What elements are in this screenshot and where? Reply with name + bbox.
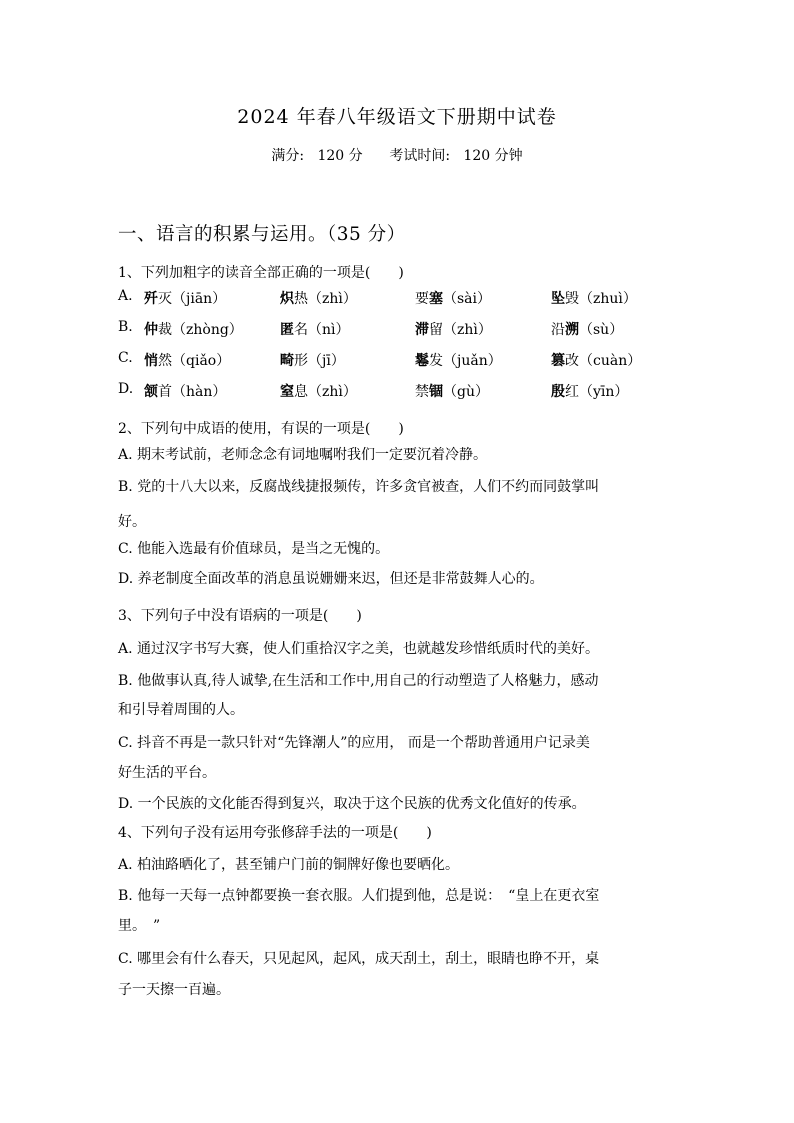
score-value: 120 分 (317, 148, 363, 164)
bold-char: 仲 (144, 322, 158, 338)
q3-option-c-line1: C. 抖音不再是一款只针对“先锋潮人”的应用， 而是一个帮助普通用户记录美 (118, 735, 590, 751)
q1-option-item (551, 319, 623, 339)
q2-option-b-line1: B. 党的十八大以来，反腐战线捷报频传，许多贪官被查，人们不约而同鼓掌叫 (118, 479, 600, 495)
q4-option-b-line1: B. 他每一天每一点钟都要换一套衣服。人们提到他，总是说： “皇上在更衣室 (118, 888, 600, 904)
question-2-stem: 2、下列句中成语的使用，有误的一项是( ) (118, 421, 404, 437)
exam-title: 2024 年春八年级语文下册期中试卷 (237, 106, 557, 128)
section-heading: 一、语言的积累与运用。（35 分） (118, 224, 406, 245)
reading: 形（jī） (294, 353, 345, 369)
q1-option-item (551, 288, 637, 308)
reading: 发（juǎn） (429, 353, 502, 369)
q2-option-a: A. 期末考试前，老师念念有词地嘱咐我们一定要沉着冷静。 (118, 447, 488, 463)
bold-char: 溯 (565, 322, 579, 338)
reading: 留（zhì） (429, 322, 492, 338)
bold-char: 窒 (280, 384, 294, 400)
bold-char: 炽 (280, 291, 294, 307)
bold-char: 颔 (144, 384, 158, 400)
time-value: 120 分钟 (463, 148, 523, 164)
q3-option-c-line2: 好生活的平台。 (118, 765, 216, 781)
q3-option-a: A. 通过汉字书写大赛，使人们重拾汉字之美，也就越发珍惜纸质时代的美好。 (118, 641, 600, 657)
q1-option-row-a (118, 288, 678, 308)
q1-option-item (415, 288, 491, 308)
reading: 红（yīn） (565, 384, 629, 400)
q3-option-b-line1: B. 他做事认真,待人诚挚,在生活和工作中,用自己的行动塑造了人格魅力，感动 (118, 673, 599, 689)
q1-option-item (280, 381, 357, 401)
bold-char: 锢 (429, 384, 443, 400)
reading: 热（zhì） (294, 291, 357, 307)
q2-option-c: C. 他能入选最有价值球员，是当之无愧的。 (118, 541, 390, 557)
q1-option-letter: A. (118, 288, 133, 304)
q3-option-d: D. 一个民族的文化能否得到复兴，取决于这个民族的优秀文化值好的传承。 (118, 796, 586, 812)
q1-option-item (415, 350, 502, 370)
plain-char: 禁 (415, 384, 429, 400)
q1-option-item (415, 381, 489, 401)
question-1-stem: 1、下列加粗字的读音全部正确的一项是( ) (118, 265, 404, 281)
q1-option-row-d (118, 381, 678, 401)
q1-option-letter: B. (118, 319, 133, 335)
time-label: 考试时间: (389, 148, 451, 164)
reading: （sài） (443, 291, 492, 307)
reading: 毁（zhuì） (565, 291, 637, 307)
q3-option-b-line2: 和引导着周围的人。 (118, 702, 244, 718)
reading: 裁（zhòng） (158, 322, 243, 338)
q1-option-item (280, 319, 350, 339)
q4-option-b-line2: 里。 ” (118, 918, 161, 934)
q2-option-b-line2: 好。 (118, 514, 146, 530)
q4-option-a: A. 柏油路晒化了，甚至铺户门前的铜牌好像也要晒化。 (118, 857, 460, 873)
reading: 改（cuàn） (565, 353, 642, 369)
q1-option-row-c (118, 350, 678, 370)
q1-option-item (144, 319, 243, 339)
bold-char: 悄 (144, 353, 158, 369)
q4-option-c-line1: C. 哪里会有什么春天，只见起风，起风，成天刮土，刮土，眼睛也睁不开，桌 (118, 951, 600, 967)
q1-option-letter: D. (118, 381, 134, 397)
q1-option-item (280, 288, 357, 308)
q1-option-item (551, 381, 628, 401)
plain-char: 要 (415, 291, 429, 307)
reading: （sù） (579, 322, 624, 338)
reading: 息（zhì） (294, 384, 357, 400)
q1-option-row-b (118, 319, 678, 339)
q1-option-item (551, 350, 641, 370)
q1-option-item (144, 381, 226, 401)
q1-option-item (280, 350, 345, 370)
bold-char: 畸 (280, 353, 294, 369)
question-3-stem: 3、下列句子中没有语病的一项是( ) (118, 608, 362, 624)
bold-char: 篡 (551, 353, 565, 369)
q1-option-letter: C. (118, 350, 133, 366)
plain-char: 沿 (551, 322, 565, 338)
bold-char: 殷 (551, 384, 565, 400)
q1-option-item (415, 319, 492, 339)
reading: 首（hàn） (158, 384, 227, 400)
bold-char: 坠 (551, 291, 565, 307)
reading: 灭（jiān） (158, 291, 227, 307)
question-4-stem: 4、下列句子没有运用夸张修辞手法的一项是( ) (118, 825, 432, 841)
bold-char: 鬈 (415, 353, 429, 369)
bold-char: 塞 (429, 291, 443, 307)
score-label: 满分: (271, 148, 305, 164)
q1-option-item (144, 288, 226, 308)
q1-option-item (144, 350, 230, 370)
reading: 名（nì） (294, 322, 350, 338)
bold-char: 匿 (280, 322, 294, 338)
bold-char: 歼 (144, 291, 158, 307)
reading: （gù） (443, 384, 489, 400)
q2-option-d: D. 养老制度全面改革的消息虽说姗姗来迟，但还是非常鼓舞人心的。 (118, 571, 544, 587)
bold-char: 滞 (415, 322, 429, 338)
exam-subtitle (0, 145, 794, 165)
q4-option-c-line2: 子一天擦一百遍。 (118, 982, 230, 998)
reading: 然（qiǎo） (158, 353, 231, 369)
